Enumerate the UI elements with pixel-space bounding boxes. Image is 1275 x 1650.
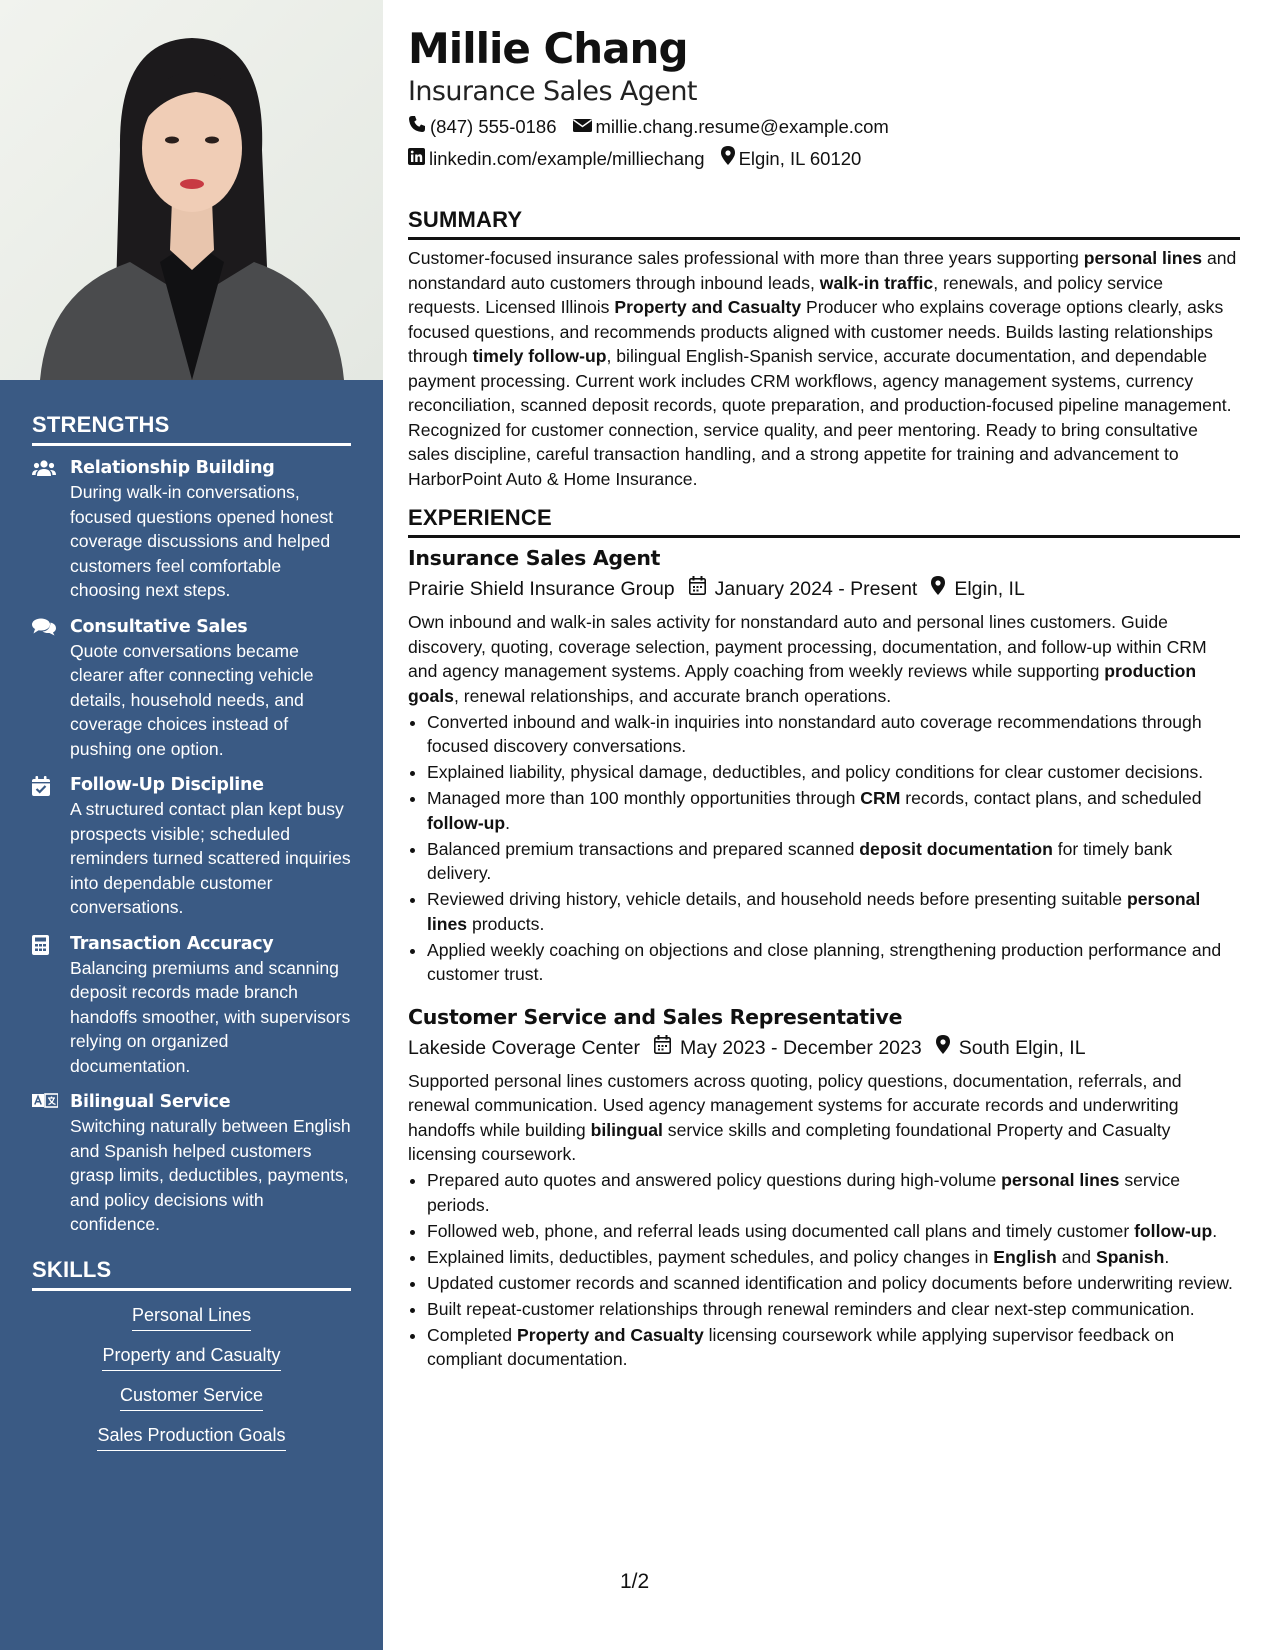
text-run: Built repeat-customer relationships through renewal reminders and clear next-step communication. (427, 1298, 1195, 1319)
bullet-item (427, 887, 1240, 936)
bold-text: deposit documentation (859, 838, 1053, 859)
text-run: Managed more than 100 monthly opportunities through (427, 788, 861, 808)
bold-text: personal lines (1001, 1170, 1120, 1190)
bullet-item (427, 710, 1240, 759)
strength-item (32, 615, 351, 762)
bullet-item (427, 760, 1240, 785)
bold-text: personal lines (427, 889, 1201, 934)
main-content (408, 22, 1240, 1372)
calendar-check-icon (32, 773, 70, 920)
email-link[interactable]: millie.chang.resume@example.com (595, 116, 889, 137)
users-icon (32, 456, 70, 603)
text-run: Updated customer records and scanned identification and policy documents before underwriting review. (427, 1272, 1233, 1293)
map-pin-icon (931, 576, 954, 602)
text-run: Producer who explains coverage options clearly, asks focused questions, and recommends products aligned with customer needs. Builds lasting relationships through (408, 297, 1224, 366)
summary-text (408, 246, 1240, 491)
job-summary (408, 610, 1240, 708)
skills-list (32, 1303, 351, 1451)
job-bullets (408, 710, 1240, 987)
text-run: Explained liability, physical damage, deductibles, and policy conditions for clear customer decisions. (427, 762, 1204, 782)
bullet-item (427, 837, 1240, 886)
text-run: , bilingual English-Spanish service, accurate documentation, and dependable payment processing. Current work includes CRM workflows, agency management systems, currency reconciliation, scanned deposit records, quote preparation, and production-focused pipeline management. Recognized for customer connection, service quality, and peer mentoring. Ready to bring consultative sales discipline, careful transaction handling, and a strong appetite for training and advancement to HarborPoint Auto & Home Insurance. (408, 346, 1232, 489)
contact-row (408, 146, 1240, 171)
sidebar (0, 0, 383, 1650)
job-dates: May 2023 - December 2023 (679, 1036, 922, 1059)
bold-text: Property and Casualty (516, 1324, 704, 1345)
bullet-item (427, 1219, 1240, 1244)
job-title: Insurance Sales Agent (408, 546, 661, 570)
text-run: Followed web, phone, and referral leads using documented call plans and timely customer (427, 1220, 1135, 1241)
skill-item: Personal Lines (132, 1303, 251, 1331)
text-run: . (1164, 1246, 1170, 1267)
linkedin-icon (408, 147, 429, 171)
contact-row (408, 115, 1240, 139)
strength-desc: During walk-in conversations, focused questions opened honest coverage discussions and helped customers feel comfortable choosing next steps. (70, 482, 334, 600)
bold-text: timely follow-up (472, 346, 607, 366)
bullet-item (427, 1323, 1240, 1372)
job-meta (408, 576, 1240, 602)
location-text: Elgin, IL 60120 (738, 147, 862, 169)
job-meta (408, 1035, 1240, 1061)
map-pin-icon (936, 1035, 959, 1061)
bold-text: Spanish (1095, 1246, 1165, 1267)
bullet-item (427, 1297, 1240, 1322)
text-run: service periods. (427, 1170, 1181, 1215)
strength-item (32, 773, 351, 920)
text-run: Supported personal lines customers across quoting, policy questions, documentation, referrals, and renewal communication. Used agency management systems for accurate records and underwriting handoffs while building (408, 1070, 1182, 1140)
text-run: Explained limits, deductibles, payment schedules, and policy changes in (427, 1246, 994, 1267)
strength-desc: Balancing premiums and scanning deposit records made branch handoffs smoother, with supervisors relying on organized documentation. (70, 957, 351, 1076)
text-run: service skills and completing foundational Property and Casualty licensing coursework. (408, 1119, 1171, 1164)
strength-item (32, 1090, 351, 1237)
text-run: , renewal relationships, and accurate branch operations. (453, 685, 892, 706)
text-run: , renewals, and policy service requests. Licensed Illinois (408, 272, 1163, 317)
candidate-name: Millie Chang (408, 24, 688, 73)
bold-text: follow-up (1134, 1220, 1213, 1241)
bold-text: bilingual (590, 1119, 663, 1140)
company-name: Lakeside Coverage Center (408, 1036, 640, 1059)
bold-text: walk-in traffic (819, 272, 934, 293)
job-bullets (408, 1168, 1240, 1372)
strength-desc: Switching naturally between English and Spanish helped customers grasp limits, deductibles, payments, and policy decisions with confidence. (70, 1116, 351, 1234)
bold-text: Property and Casualty (614, 297, 802, 317)
skill-item: Sales Production Goals (97, 1423, 285, 1451)
bullet-item (427, 1168, 1240, 1217)
map-pin-icon (721, 146, 739, 171)
text-run: Own inbound and walk-in sales activity for nonstandard auto and personal lines customers. Guide discovery, quoting, coverage selection, payment processing, documentation, and follow-up within CRM and agency management systems. Apply coaching from weekly reviews while supporting (408, 612, 1207, 681)
bold-text: production goals (408, 661, 1197, 706)
strength-title: Follow-Up Discipline (70, 775, 264, 795)
calculator-icon (32, 932, 70, 1079)
company-name: Prairie Shield Insurance Group (408, 578, 675, 600)
envelope-icon (573, 115, 596, 139)
text-run: Completed (427, 1324, 517, 1345)
text-run: for timely bank delivery. (427, 838, 1173, 883)
job-summary (408, 1069, 1240, 1167)
phone-number[interactable]: (847) 555-0186 (430, 116, 557, 137)
calendar-icon (689, 576, 715, 602)
candidate-title: Insurance Sales Agent (408, 76, 697, 107)
summary-heading: SUMMARY (408, 207, 1240, 240)
job-entry (408, 1003, 1240, 1372)
job-location: Elgin, IL (954, 578, 1025, 600)
bullet-item (427, 786, 1240, 835)
text-run: licensing coursework while applying supervisor feedback on compliant documentation. (427, 1324, 1175, 1369)
strength-title: Relationship Building (70, 458, 275, 478)
text-run: Prepared auto quotes and answered policy questions during high-volume (427, 1170, 1002, 1190)
text-run: Applied weekly coaching on objections and close planning, strengthening production performance and customer trust. (427, 939, 1222, 984)
text-run: and (1056, 1246, 1096, 1267)
strengths-heading: STRENGTHS (32, 412, 351, 446)
bold-text: English (993, 1246, 1057, 1267)
text-run: Reviewed driving history, vehicle details, and household needs before presenting suitable (427, 889, 1127, 909)
sidebar-content (32, 412, 351, 1451)
job-entry (408, 544, 1240, 987)
text-run: . (505, 812, 511, 833)
bullet-item (427, 1245, 1240, 1270)
strength-desc: A structured contact plan kept busy prospects visible; scheduled reminders turned scattered inquiries into dependable customer conversations. (70, 799, 351, 917)
skill-item: Customer Service (120, 1383, 263, 1411)
strength-title: Consultative Sales (70, 616, 248, 637)
strength-item (32, 932, 351, 1079)
phone-icon (408, 115, 430, 139)
text-run: and nonstandard auto customers through inbound leads, (408, 248, 1237, 293)
bullet-item (427, 938, 1240, 987)
text-run: Converted inbound and walk-in inquiries into nonstandard auto coverage recommendations through focused discovery conversations. (427, 711, 1202, 756)
linkedin-link[interactable]: linkedin.com/example/milliechang (429, 147, 705, 169)
strength-item (32, 456, 351, 603)
comments-icon (32, 615, 70, 762)
strength-title: Bilingual Service (70, 1092, 231, 1112)
job-location: South Elgin, IL (958, 1036, 1086, 1059)
strength-desc: Quote conversations became clearer after connecting vehicle details, household needs, and coverage choices instead of pushing one option. (70, 640, 314, 759)
job-title: Customer Service and Sales Representative (408, 1004, 903, 1029)
bold-text: personal lines (1083, 248, 1203, 268)
text-run: Customer-focused insurance sales professional with more than three years supporting (408, 248, 1084, 268)
bold-text: follow-up (427, 812, 506, 833)
job-dates: January 2024 - Present (714, 578, 918, 600)
strength-title: Transaction Accuracy (70, 933, 274, 954)
experience-heading: EXPERIENCE (408, 505, 1240, 538)
text-run: products. (467, 913, 545, 934)
profile-photo (0, 0, 383, 380)
text-run: records, contact plans, and scheduled (900, 788, 1202, 808)
language-icon (32, 1090, 70, 1237)
skills-heading: SKILLS (32, 1257, 351, 1291)
text-run: . (1212, 1220, 1218, 1241)
calendar-icon (654, 1035, 680, 1061)
page-number: 1/2 (620, 1570, 650, 1593)
skill-item: Property and Casualty (102, 1343, 280, 1371)
bold-text: CRM (860, 788, 901, 808)
bullet-item (427, 1271, 1240, 1296)
text-run: Balanced premium transactions and prepared scanned (427, 838, 860, 859)
